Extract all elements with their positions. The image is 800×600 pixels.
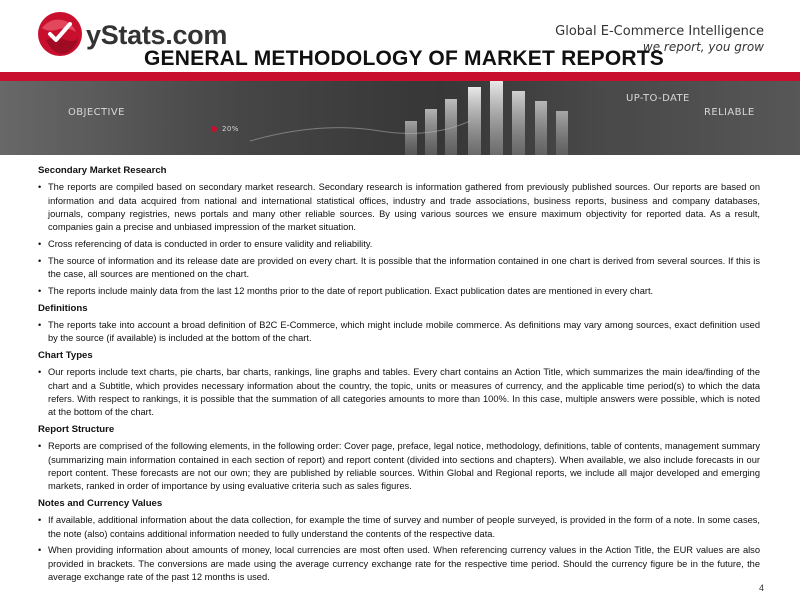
header-banner-image: [0, 81, 800, 155]
section-secondary-market-research: [38, 164, 760, 298]
bullet-item: • Our reports include text charts, pie charts, bar charts, rankings, line graphs and tables. Every chart contains an Action Title, which summarizes the main idea/finding of the chart and a Subtitle, which provides necessary information about the country, the topic, units or measures of currency, and the applicable time period(s) to which the data refers. With respect to rankings, it is possible that the summation of all categories amounts to more than 100%. In this case, multiple answers were possible, which is noted at the bottom of the chart.: [38, 366, 760, 419]
section-chart-types: [38, 349, 760, 419]
accent-divider: [0, 72, 800, 81]
tagline: Global E-Commerce Intelligence: [555, 24, 764, 39]
section-heading: Notes and Currency Values: [38, 498, 163, 510]
globe-logo-icon: [36, 10, 84, 58]
bullet-item: • Reports are comprised of the following elements, in the following order: Cover page, preface, legal notice, methodology, definitions, table of contents, management summary (summarizing main information contained in each section of report) and report content (divided into sections and chapters). When available, we also include forecasts in our report content. These forecasts are not our own; they are published by reliable sources. Within Global and Regional reports, we include all major developed and emerging markets, ranked in order of importance by using evaluative criteria such as sales figures.: [38, 440, 760, 493]
methodology-content: [38, 164, 760, 588]
section-heading: Secondary Market Research: [38, 165, 167, 176]
bullet-item: • The source of information and its release date are provided on every chart. It is possible that the information contained in one chart is derived from several sources. If this is the case, all sources are mentioned on the chart.: [38, 255, 760, 282]
section-heading: Report Structure: [38, 424, 115, 436]
page-header: [0, 0, 800, 80]
bullet-item: • When providing information about amounts of money, local currencies are most often used. When referencing currency values in the Action Title, the EUR values are also provided in brackets. The conversions are made using the average currency exchange rate for the respective time period. Should the currency figure be in the future, the average exchange rate of the past 12 months is used.: [38, 544, 760, 584]
section-report-structure: [38, 423, 760, 493]
section-notes-currency: [38, 497, 760, 584]
bullet-item: • The reports include mainly data from the last 12 months prior to the date of report publication. Exact publication dates are mentioned in every chart.: [38, 285, 760, 298]
logo-text: yStats.com: [86, 20, 228, 50]
bullet-item: • The reports are compiled based on secondary market research. Secondary research is information gathered from previously published sources. Our reports are based on information and data acquired from national and international statistical offices, industry and trade associations, business reports, business and company databases, journals, company registries, news portals and many other reliable sources. By using various sources we ensure maximum objectivity for reported data. As a result, companies gain a precise and unbiased impression of the market situation.: [38, 181, 760, 234]
slogan: we report, you grow: [642, 40, 764, 54]
bullet-item: • Cross referencing of data is conducted in order to ensure validity and reliability.: [38, 238, 760, 251]
page-title: GENERAL METHODOLOGY OF MARKET REPORTS: [144, 47, 664, 70]
banner-label-objective: OBJECTIVE: [68, 107, 125, 118]
banner-label-up-to-date: UP-TO-DATE: [626, 93, 690, 104]
banner-label-reliable: RELIABLE: [704, 107, 755, 118]
section-definitions: [38, 302, 760, 346]
bullet-item: • The reports take into account a broad definition of B2C E-Commerce, which might include mobile commerce. As definitions may vary among sources, exact definition used by the source (if available) is included at the bottom of the chart.: [38, 319, 760, 346]
bullet-item: • If available, additional information about the data collection, for example the time of survey and number of people surveyed, is provided in the form of a note. In some cases, the note (also) contains additional information needed to fully understand the contents of the respective data.: [38, 514, 760, 541]
banner-small-text: 20%: [222, 125, 239, 133]
section-heading: Definitions: [38, 302, 88, 314]
section-heading: Chart Types: [38, 350, 93, 362]
page-number: 4: [758, 583, 764, 593]
